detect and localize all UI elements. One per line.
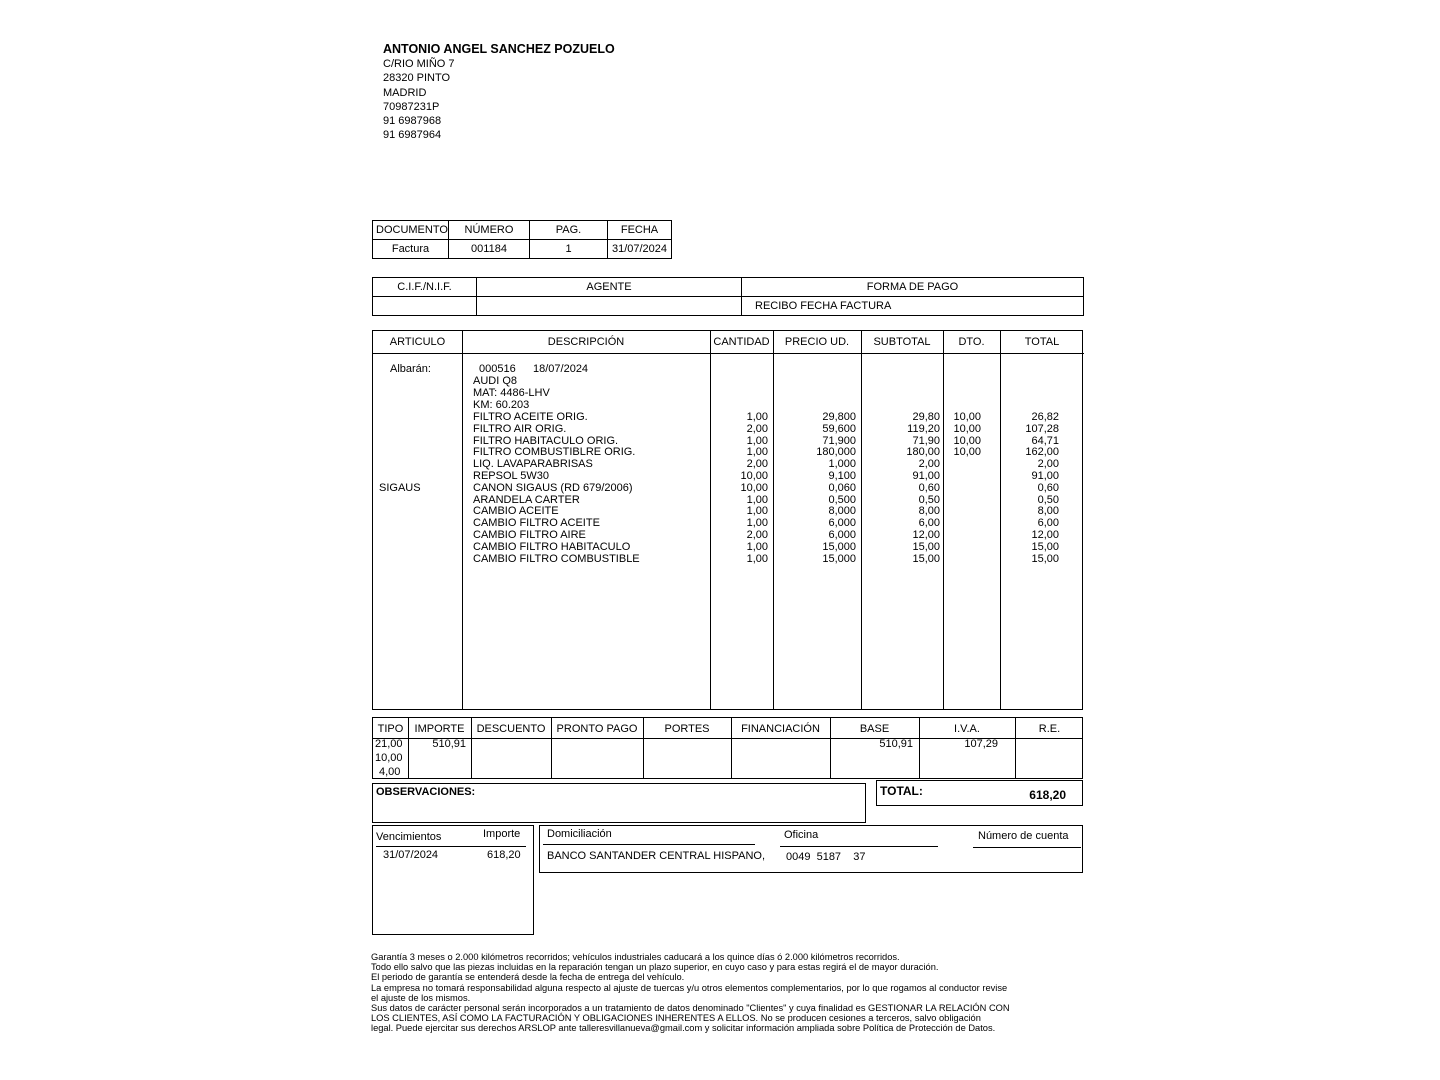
legal-line: Garantía 3 meses o 2.000 kilómetros recorridos; vehículos industriales caducará a los quince días ó 2.000 kilómetros recorridos.	[371, 952, 900, 962]
item-description: CANON SIGAUS (RD 679/2006)	[473, 481, 633, 494]
tax-summary-table	[372, 717, 1083, 779]
pay-header-cif: C.I.F./N.I.F.	[373, 278, 477, 297]
oficina-label: Oficina	[784, 829, 819, 841]
vehicle-km: KM: 60.203	[473, 399, 530, 411]
item-total: 107,28	[1025, 422, 1059, 435]
item-total: 0,60	[1037, 481, 1059, 494]
items-header-descripcion: DESCRIPCIÓN	[462, 331, 710, 354]
albaran-date: 18/07/2024	[533, 363, 589, 375]
payment-info-table	[372, 277, 1084, 316]
tax-header-base: BASE	[859, 723, 890, 735]
item-quantity: 1,00	[746, 517, 768, 530]
items-header-articulo: ARTICULO	[373, 331, 462, 354]
document-info-table	[372, 220, 672, 259]
observaciones-label: OBSERVACIONES:	[376, 786, 476, 798]
item-discount: 10,00	[953, 446, 981, 459]
item-quantity: 1,00	[746, 434, 768, 447]
vencimiento-amount: 618,20	[487, 849, 521, 861]
cuenta-label: Número de cuenta	[978, 830, 1069, 842]
item-quantity: 1,00	[746, 505, 768, 518]
item-subtotal: 119,20	[907, 422, 940, 435]
item-subtotal: 0,50	[918, 493, 940, 506]
item-unit-price: 6,000	[828, 517, 856, 530]
tax-header-re: R.E.	[1038, 723, 1061, 735]
item-total: 8,00	[1037, 505, 1059, 518]
pay-header-agente: AGENTE	[477, 278, 742, 297]
item-unit-price: 15,000	[822, 540, 856, 553]
item-quantity: 1,00	[746, 552, 768, 565]
item-quantity: 10,00	[740, 470, 768, 482]
item-total: 12,00	[1031, 529, 1059, 541]
item-unit-price: 180,000	[816, 446, 856, 459]
item-unit-price: 0,060	[828, 481, 856, 494]
item-quantity: 1,00	[746, 493, 768, 506]
item-total: 15,00	[1031, 540, 1059, 553]
vencimientos-box	[372, 825, 534, 935]
total-value: 618,20	[1029, 788, 1066, 802]
doc-number: 001184	[449, 240, 530, 259]
item-quantity: 1,00	[746, 540, 768, 553]
item-total: 26,82	[1031, 411, 1059, 423]
item-discount: 10,00	[953, 422, 981, 435]
tax-header-descuento: DESCUENTO	[476, 723, 546, 735]
doc-date: 31/07/2024	[608, 240, 672, 259]
item-description: FILTRO ACEITE ORIG.	[473, 411, 588, 423]
vencimiento-date: 31/07/2024	[383, 849, 439, 861]
doc-page: 1	[530, 240, 608, 259]
item-total: 91,00	[1031, 470, 1059, 482]
item-unit-price: 6,000	[828, 529, 856, 541]
legal-line: El periodo de garantía se entenderá desde la fecha de entrega del vehículo.	[371, 972, 685, 983]
tax-header-portes: PORTES	[664, 723, 710, 735]
total-box	[876, 780, 1083, 806]
tax-header-financiacion: FINANCIACIÓN	[741, 723, 820, 735]
legal-notice	[371, 952, 1071, 1034]
tax-header-pronto-pago: PRONTO PAGO	[556, 723, 638, 735]
total-label: TOTAL:	[880, 784, 923, 798]
items-header-cantidad: CANTIDAD	[710, 331, 773, 354]
items-header-dto: DTO.	[943, 331, 1000, 354]
vehicle-model: AUDI Q8	[473, 375, 518, 387]
item-unit-price: 8,000	[828, 505, 856, 518]
legal-line: legal. Puede ejercitar sus derechos ARSLOP ante talleresvillanueva@gmail.com y solicitar información ampliada sobre Política de Protección de Datos.	[371, 1023, 996, 1034]
item-total: 15,00	[1031, 552, 1059, 565]
tax-tipo-4: 4,00	[379, 766, 401, 778]
item-description: FILTRO COMBUSTIBLRE ORIG.	[473, 446, 636, 459]
item-subtotal: 29,80	[912, 411, 940, 423]
item-unit-price: 9,100	[828, 470, 856, 482]
vencimientos-label: Vencimientos	[376, 831, 442, 843]
domiciliacion-box	[539, 825, 1083, 873]
item-description: CAMBIO FILTRO COMBUSTIBLE	[473, 552, 640, 565]
item-unit-price: 59,600	[822, 422, 856, 435]
tax-iva: 107,29	[964, 738, 998, 750]
item-total: 6,00	[1037, 517, 1059, 530]
item-subtotal: 12,00	[912, 529, 940, 541]
domiciliacion-label: Domiciliación	[547, 828, 612, 840]
legal-line: Todo ello salvo que las piezas incluidas en la reparación tengan un plazo superior, en cuyo caso y para estas regirá el de mayor duración.	[371, 962, 939, 973]
item-unit-price: 1,000	[828, 458, 856, 471]
item-subtotal: 15,00	[912, 552, 940, 565]
item-unit-price: 29,800	[822, 411, 856, 423]
items-header-total: TOTAL	[1000, 331, 1084, 354]
item-total: 0,50	[1037, 493, 1059, 506]
item-description: CAMBIO FILTRO ACEITE	[473, 517, 600, 530]
items-header-subtotal: SUBTOTAL	[861, 331, 943, 354]
item-description: LIQ. LAVAPARABRISAS	[473, 458, 593, 471]
item-description: CAMBIO FILTRO HABITACULO	[473, 540, 631, 553]
item-subtotal: 0,60	[918, 481, 940, 494]
issuer-nif: 70987231P	[383, 100, 440, 113]
pay-header-forma: FORMA DE PAGO	[742, 278, 1084, 297]
item-quantity: 1,00	[746, 446, 768, 459]
vehicle-plate: MAT: 4486-LHV	[473, 387, 550, 399]
bank-name: BANCO SANTANDER CENTRAL HISPANO,	[547, 850, 765, 862]
albaran-label: Albarán:	[390, 363, 431, 375]
issuer-phone: 91 6987968	[383, 115, 442, 128]
item-subtotal: 6,00	[918, 517, 940, 530]
doc-header-fecha: FECHA	[608, 221, 672, 240]
items-header-precio: PRECIO UD.	[773, 331, 861, 354]
item-quantity: 1,00	[746, 411, 768, 423]
item-description: ARANDELA CARTER	[473, 493, 580, 506]
item-quantity: 2,00	[746, 422, 768, 435]
issuer-name: ANTONIO ANGEL SANCHEZ POZUELO	[383, 42, 615, 56]
observaciones-box	[372, 783, 866, 823]
item-subtotal: 15,00	[912, 540, 940, 553]
item-subtotal: 180,00	[906, 446, 940, 459]
albaran-number: 000516	[479, 363, 516, 375]
item-subtotal: 2,00	[918, 458, 940, 471]
item-subtotal: 8,00	[918, 505, 940, 518]
issuer-address-line: C/RIO MIÑO 7	[383, 58, 455, 70]
tax-base: 510,91	[879, 738, 913, 750]
item-description: FILTRO AIR ORIG.	[473, 422, 567, 435]
bank-oficina: 0049 5187 37	[786, 851, 866, 863]
doc-header-pag: PAG.	[530, 221, 608, 240]
issuer-province: MADRID	[383, 86, 427, 99]
item-description: CAMBIO ACEITE	[473, 505, 559, 518]
doc-header-numero: NÚMERO	[449, 221, 530, 240]
pay-cif	[373, 297, 477, 316]
issuer-postal-line: 28320 PINTO	[383, 72, 451, 85]
items-table	[372, 330, 1083, 710]
item-total: 2,00	[1037, 458, 1059, 471]
legal-line: Sus datos de carácter personal serán incorporados a un tratamiento de datos denominado "Clientes" y cuya finalidad es GESTIONAR LA RELACIÓN CON	[371, 1003, 1010, 1014]
vencimientos-importe-label: Importe	[483, 828, 521, 840]
item-discount: 10,00	[953, 434, 981, 447]
item-quantity: 2,00	[746, 529, 768, 541]
item-subtotal: 91,00	[912, 470, 940, 482]
item-description: REPSOL 5W30	[473, 470, 550, 482]
legal-line: LOS CLIENTES, ASÍ COMO LA FACTURACIÓN Y OBLIGACIONES INHERENTES A ELLOS. No se producen cesiones a terceros, salvo obligación	[371, 1013, 981, 1024]
pay-forma: RECIBO FECHA FACTURA	[742, 297, 1084, 316]
legal-line: el ajuste de los mismos.	[371, 992, 471, 1003]
tax-importe: 510,91	[432, 738, 466, 750]
item-quantity: 2,00	[746, 458, 768, 471]
item-unit-price: 15,000	[822, 552, 856, 565]
issuer-block	[383, 41, 615, 143]
item-total: 64,71	[1031, 434, 1059, 447]
tax-header-iva: I.V.A.	[954, 723, 980, 735]
tax-header-tipo: TIPO	[377, 723, 404, 735]
item-description: FILTRO HABITACULO ORIG.	[473, 434, 619, 447]
item-total: 162,00	[1025, 446, 1059, 459]
doc-header-documento: DOCUMENTO	[373, 221, 449, 240]
tax-tipo-10: 10,00	[375, 752, 403, 764]
issuer-fax: 91 6987964	[383, 129, 442, 142]
doc-type: Factura	[373, 240, 449, 259]
item-description: CAMBIO FILTRO AIRE	[473, 529, 586, 541]
item-quantity: 10,00	[740, 481, 768, 494]
item-articulo: SIGAUS	[379, 481, 421, 494]
item-subtotal: 71,90	[912, 434, 940, 447]
item-discount: 10,00	[953, 411, 981, 423]
item-unit-price: 71,900	[822, 434, 856, 447]
legal-line: La empresa no tomará responsabilidad alguna respecto al ajuste de tuercas y/u otros elementos complementarios, por lo que rogamos al conductor revise	[371, 982, 1008, 993]
item-unit-price: 0,500	[828, 493, 856, 506]
tax-tipo-21: 21,00	[375, 738, 403, 750]
tax-header-importe: IMPORTE	[414, 723, 465, 735]
pay-agente	[477, 297, 742, 316]
